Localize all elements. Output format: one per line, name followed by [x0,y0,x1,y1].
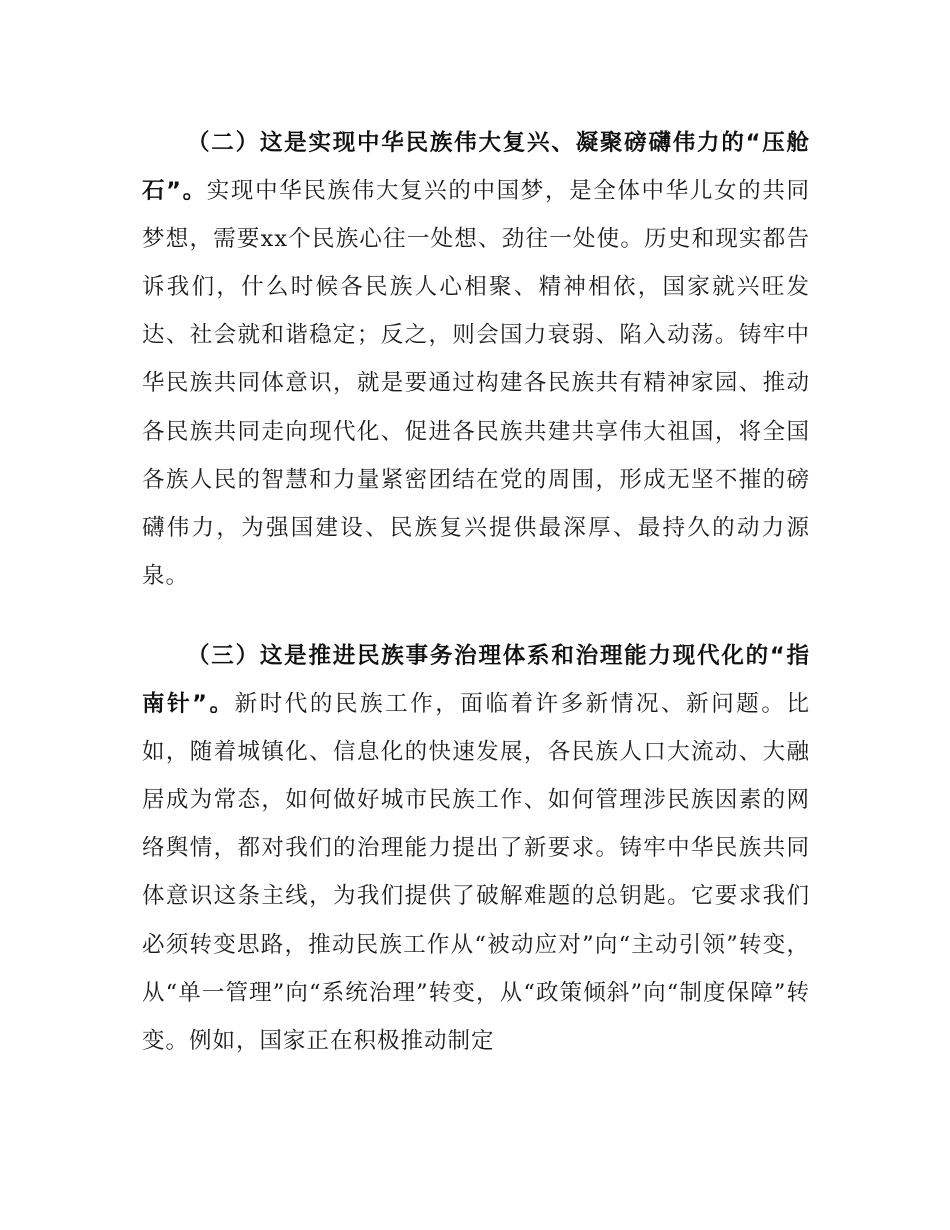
paragraph-body-2: 实现中华民族伟大复兴的中国梦，是全体中华儿女的共同梦想，需要xx个民族心往一处想、劲往一处使。历史和现实都告诉我们，什么时候各民族人心相聚、精神相依，国家就兴旺发达、社会就和谐稳定；反之，则会国力衰弱、陷入动荡。铸牢中华民族共同体意识，就是要通过构建各民族共有精神家园、推动各民族共同走向现代化、促进各民族共建共享伟大祖国，将全国各族人民的智慧和力量紧密团结在党的周围，形成无坚不摧的磅礴伟力，为强国建设、民族复兴提供最深厚、最持久的动力源泉。 [142,178,810,589]
paragraph-3 [142,632,810,1065]
paragraph-2 [142,119,810,600]
paragraph-body-3: 新时代的民族工作，面临着许多新情况、新问题。比如，随着城镇化、信息化的快速发展，各民族人口大流动、大融居成为常态，如何做好城市民族工作、如何管理涉民族因素的网络舆情，都对我们的治理能力提出了新要求。铸牢中华民族共同体意识这条主线，为我们提供了破解难题的总钥匙。它要求我们必须转变思路，推动民族工作从“被动应对”向“主动引领”转变，从“单一管理”向“系统治理”转变，从“政策倾斜”向“制度保障”转变。例如，国家正在积极推动制定 [142,691,810,1054]
section-heading-3: （三）这是推进民族事务治理体系和治理能力现代化的“指南针”。 [142,643,810,718]
section-heading-2: （二）这是实现中华民族伟大复兴、凝聚磅礴伟力的“压舱石”。 [142,130,810,205]
